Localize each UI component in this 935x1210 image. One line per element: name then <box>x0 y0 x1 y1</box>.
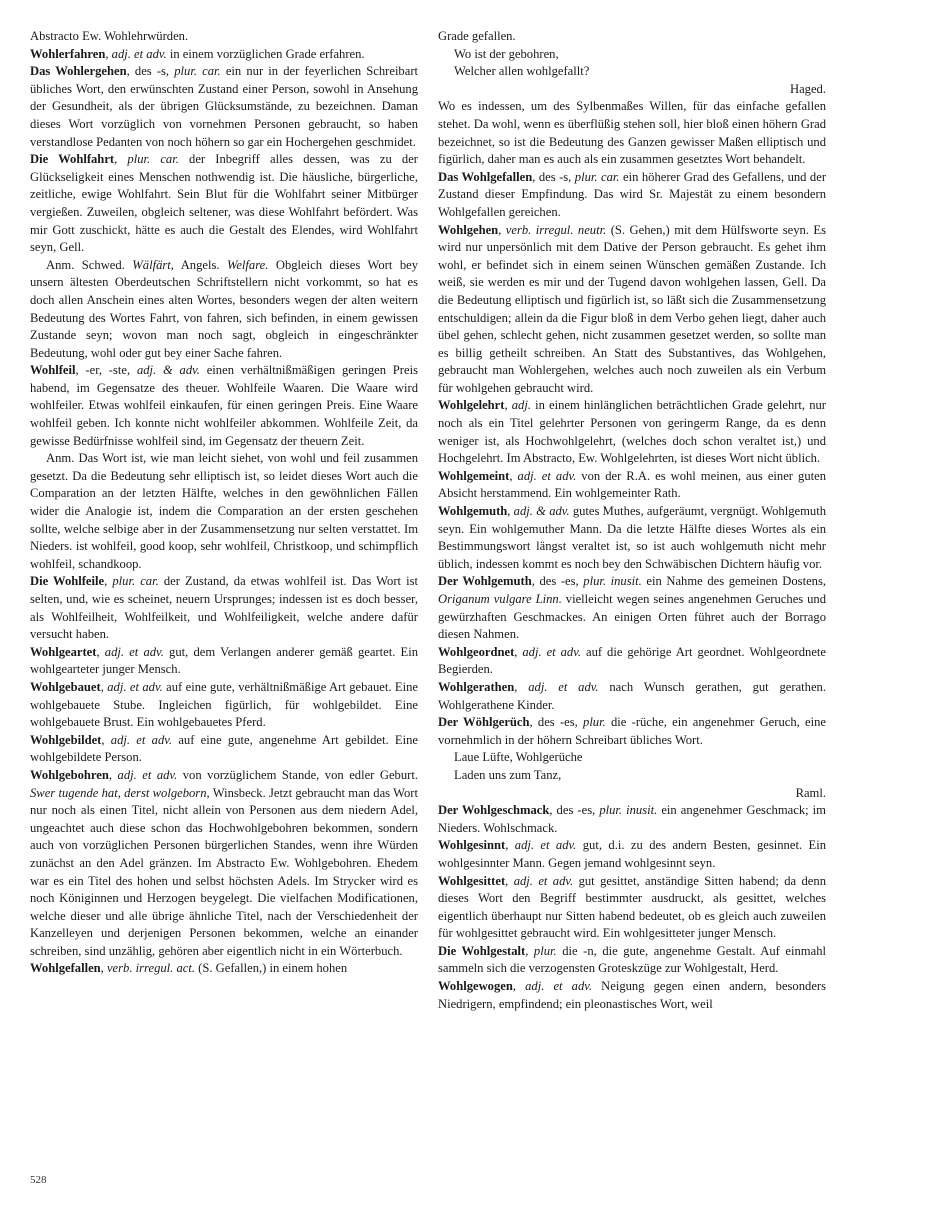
grammar-note: adj. et adv. <box>107 679 163 694</box>
headword: Wohlgesittet <box>438 873 506 888</box>
text-paragraph <box>438 28 826 46</box>
headword: Das Wohlergehen <box>30 64 127 79</box>
dictionary-entry <box>438 873 826 943</box>
verse-line <box>438 63 826 81</box>
body-text: Winsbeck. Jetzt gebraucht man das Wort nur noch als einen Titel, nicht allein von Personen aus dem niedern Adel, ungeachtet auch diese schon das Hochwohlgebohren bekommen, sondern auch von vorzüglichen Personen bürgerlichen Standes, wenn ihre Würden zunächst an den Adel gränzen. Im Abstracto Ew. Wohlgebohren. Ehedem war es ein Titel des hohen und selbst höchsten Adels. Im Strycker wird es noch Königinnen und Herzogen beygelegt. Die vielfachen Modificationen, welche dieser und alle übrige ähnliche Titel, nach der Verschiedenheit der Kanzelleyen und derjenigen Personen bekommen, welche an einander schreiben, sind unzählig, gehören aber eigentlich nicht in ein Wörterbuch. <box>30 785 418 958</box>
dictionary-entry <box>30 960 418 978</box>
grammar-note: plur. car. <box>574 169 620 184</box>
dictionary-entry <box>438 503 826 573</box>
headword: Wohlgebildet <box>30 732 102 747</box>
grammar-note: adj. et adv. <box>528 679 599 694</box>
body-text: , <box>100 961 107 976</box>
grammar-note: plur. <box>583 715 606 730</box>
body-text: Anm. Schwed. <box>46 257 133 272</box>
dictionary-entry <box>438 468 826 503</box>
verse-line <box>438 46 826 64</box>
body-text: gut gesittet, anständige Sitten habend; da denn dieses Wort den Begriff bestimmter ausdruckt, als gesittet, welches eigentlich überhaupt nur Sitten habend bedeutet, ob es gleich auch zuweilen für wohlgesittet gebraucht wird. Ein wohlgesitteter junger Mensch. <box>438 873 826 941</box>
body-text: Wo es indessen, um des Sylbenmaßes Willen, für das einfache gefallen stehet. Da wohl, wenn es überflüßig stehen soll, hier bloß einen höhern Grad bezeichnet, so ist die Bedeutung des Ganzen gewisser Maßen elliptisch und figürlich, daher man es auch als ein zusammen gesetztes Wort behandelt. <box>438 99 826 167</box>
body-text: Wo ist der gebohren, <box>454 46 559 61</box>
dictionary-entry <box>30 767 418 961</box>
body-text: , <box>105 46 112 61</box>
grammar-note: adj. et adv. <box>111 46 167 61</box>
headword: Wohlgebauet <box>30 679 101 694</box>
body-text: vielleicht wegen seines angenehmen Geruches und gewürzhaften Geschmackes. An einigen Orten führet auch der Borrago diesen Nahmen. <box>438 592 826 642</box>
grammar-note: verb. irregul. act. <box>106 961 195 976</box>
dictionary-entry <box>30 573 418 643</box>
body-text: ein nur in der feyerlichen Schreibart übliches Wort, den erwünschten Zustand einer Person, sowohl in Ansehung der Gesundheit, als der übrigen Glücksumstände, zu bezeichnen. Daman dieses Wort vorzüglich von vornehmen Personen gebraucht, so haben verstandlose Pedanten von noch höhern so gar ein Hochergehen geschmidet. <box>30 64 419 149</box>
annotation-paragraph <box>30 257 418 363</box>
grammar-note: Swer tugende hat, derst wolgeborn, <box>30 785 210 800</box>
dictionary-entry <box>30 679 418 732</box>
headword: Wohlgesinnt <box>438 838 506 853</box>
body-text: , des -es, <box>531 574 584 589</box>
headword: Wohlgeordnet <box>438 644 515 659</box>
body-text: Neigung gegen einen andern, besonders Niedrigern, empfindend; ein pleonastisches Wort, weil <box>438 979 827 1011</box>
body-text: , <box>104 574 113 589</box>
body-text: einen verhältnißmäßigen geringen Preis habend, im Gegensatze des theuer. Wohlfeile Waaren. Die Waare wird wohlfeiler. Etwas wohlfeil einkaufen, für einen geringen Preis. Eine Waare wohlfeil geben. Ich konnte nicht wohlfeiler abkommen. Wohlfeile Zeit, da gewisse Bedürfnisse wohlfeil sind, im Gegensatz der theuern Zeit. <box>30 363 418 448</box>
grammar-note: adj. et adv. <box>517 468 577 483</box>
grammar-note: plur. car. <box>127 152 179 167</box>
grammar-note: plur. car. <box>112 574 159 589</box>
body-text: der Zustand, da etwas wohlfeil ist. Das Wort ist selten, und, wie es scheinet, neuern Ursprunges; indessen ist es doch besser, als Wohlfeilheit, Wohlfeilkeit, und Wohlfeiligkeit, welche andere dafür versucht haben. <box>30 574 418 642</box>
body-text: gutes Muthes, aufgeräumt, vergnügt. Wohlgemuth seyn. Ein wohlgemuther Mann. Da die letzte Hälfte dieses Wortes als ein Bestimmungswort längst veraltet ist, so ist auch wohlgemuth nicht mehr üblich, indessen kommt es noch bey den Schwäbischen Dichtern häufig vor. <box>438 504 827 571</box>
body-text: , <box>525 943 534 958</box>
body-text: Grade gefallen. <box>438 29 516 43</box>
verse-line <box>438 767 826 785</box>
body-text: , -er, -ste, <box>75 363 137 378</box>
body-text: Abstracto Ew. Wohlehrwürden. <box>30 29 189 43</box>
grammar-note: Wälfärt, <box>132 257 174 272</box>
headword: Der Wohlgemuth <box>438 574 532 589</box>
body-text: ein angenehmer Geschmack; im Nieders. Wohlschmack. <box>438 803 826 835</box>
body-text: (S. Gefallen,) in einem hohen <box>195 961 348 976</box>
grammar-note: adj. et adv. <box>117 767 178 782</box>
body-text: Welcher allen wohlgefallt? <box>454 64 590 79</box>
grammar-note: plur. inusit. <box>583 574 642 589</box>
body-text: , <box>514 644 523 659</box>
headword: Der Wohlgeschmack <box>438 803 550 818</box>
headword: Wohlgehen <box>438 222 499 237</box>
body-text: , <box>504 398 512 413</box>
dictionary-entry <box>438 978 826 1013</box>
quote-author <box>438 785 826 803</box>
dictionary-entry <box>438 644 826 679</box>
body-text: , des -s, <box>532 169 575 184</box>
headword: Die Wohlgestalt <box>438 943 526 958</box>
right-column <box>438 28 826 1013</box>
headword: Wohlgebohren <box>30 767 109 782</box>
body-text: , <box>505 873 514 888</box>
grammar-note: adj. et adv. <box>514 838 577 853</box>
headword: Die Wohlfeile <box>30 574 105 589</box>
body-text: , <box>505 838 515 853</box>
headword: Wohlgelehrt <box>438 398 505 413</box>
text-paragraph <box>30 28 418 46</box>
body-text: die -n, die gute, angenehme Gestalt. Auf einmahl sammeln sich die verzogensten Groteskzüge zur Wohlgestalt, Herd. <box>438 943 826 976</box>
body-text: der Inbegriff alles dessen, was zu der Glückseligkeit eines Menschen nothwendig ist. Die häusliche, bürgerliche, zeitliche, ewige Wohlfahrt. Sein Blut für die Wohlfahrt seiner Mitbürger vergießen. Zuweilen, obgleich seltener, was diese Wohlfahrt befördert. Was mir Gott zuschickt, hätte es auch die Gestalt des Elendes, wird Wohlfahrt seyn, Gell. <box>30 152 418 255</box>
grammar-note: Welfare. <box>227 257 269 272</box>
body-text: , <box>507 504 514 519</box>
grammar-note: adj. et adv. <box>513 873 574 888</box>
grammar-note: plur. <box>533 943 557 958</box>
annotation-paragraph <box>30 450 418 573</box>
dictionary-entry <box>30 362 418 450</box>
grammar-note: adj. & adv. <box>136 363 200 378</box>
body-text: , <box>108 767 118 782</box>
body-text: gut, d.i. zu des andern Besten, gesinnet. Ein wohlgesinnter Mann. Gegen jemand wohlgesinnt seyn. <box>438 838 827 870</box>
left-column <box>30 28 418 978</box>
grammar-note: plur. inusit. <box>599 803 658 818</box>
body-text: von der R.A. es wohl meinen, aus einer guten Absicht herstammend. Ein wohlgemeinter Rath. <box>438 468 826 501</box>
headword: Das Wohlgefallen <box>438 169 533 184</box>
dictionary-entry <box>438 943 826 978</box>
body-text: Laden uns zum Tanz, <box>454 767 562 782</box>
dictionary-entry <box>438 714 826 749</box>
body-text: , <box>114 152 128 167</box>
body-text: , des -es, <box>549 803 600 818</box>
headword: Wohlfeil <box>30 363 76 378</box>
dictionary-entry <box>438 169 826 222</box>
body-text: (S. Gehen,) mit dem Hülfsworte seyn. Es wird nur unpersönlich mit dem Dative der Person gebraucht. Es gehet ihm wohl, er befindet sich in einem seinen Wünschen gemäßen Zustande. Ich weiß, sie werden es mir und der Tugend davon wohlgehen lassen, Gell. Da die Bedeutung elliptisch und figürlich ist, so läßt sich die Zusammensetzung entschuldigen; allein da die Figur bloß in dem Verbo gehen liegt, daher auch übel gehen, schlecht gehen, nicht zusammen gesetzet werden, so sollte man es billig getheilt schreiben. An Statt des Substantives, das Wohlgehen, gebraucht man Wohlergehen, welches auch noch zuweilen als ein Verbum für wohlgehen gebraucht wird. <box>438 222 826 395</box>
body-text: Haged. <box>789 81 826 96</box>
grammar-note: adj. et adv. <box>525 979 593 994</box>
headword: Wohlerfahren <box>30 46 106 61</box>
headword: Der Wöhlgerüch <box>438 715 530 730</box>
dictionary-entry <box>30 151 418 257</box>
dictionary-entry <box>438 802 826 837</box>
dictionary-entry <box>30 644 418 679</box>
body-text: Angels. <box>173 257 227 272</box>
grammar-note: plur. car. <box>174 64 221 79</box>
grammar-note: adj. <box>511 398 531 413</box>
body-text: , <box>101 732 111 747</box>
quote-author <box>438 81 826 99</box>
body-text: Raml. <box>795 785 826 800</box>
body-text: Anm. Das Wort ist, wie man leicht siehet, von wohl und feil zusammen gesetzt. Da die Bedeutung sehr elliptisch ist, so leidet dieses Wort auch die Comparation an der letzten Hälfte, welches in den gewöhnlichen Fällen wider die Analogie ist, indem die Comparation an der ersten geschehen sollte, welche selbige aber in der Zusammensetzung nur selten verstattet. Im Nieders. ist wohlfeil, good koop, sehr wohlfeil, Christkoop, und schimpflich wohlfeil, schandkoop. <box>30 451 418 571</box>
body-text: auf eine gute, angenehme Art gebildet. Eine wohlgebildete Person. <box>30 732 419 765</box>
headword: Wohlgefallen <box>30 961 101 976</box>
body-text: in einem hinlänglichen beträchtlichen Grade gelehrt, nur noch als ein Titel gelehrter Personen von geringerm Range, da es denn weniger ist, als Hochwohlgelehrt, (welches doch schon veraltet ist,) und Hochgelehrt. Im Abstracto, Ew. Wohlgelehrten, ist dieses Wort nicht üblich. <box>438 398 826 466</box>
body-text: nach Wunsch gerathen, gut gerathen. Wohlgerathene Kinder. <box>438 679 826 712</box>
dictionary-entry <box>438 397 826 467</box>
body-text: , des -es, <box>529 715 584 730</box>
grammar-note: adj. et adv. <box>522 644 582 659</box>
body-text: ein Nahme des gemeinen Dostens, <box>641 574 827 589</box>
dictionary-entry <box>30 63 418 151</box>
body-text: von vorzüglichem Stande, von edler Geburt. <box>177 767 418 782</box>
body-text: Laue Lüfte, Wohlgerüche <box>454 750 583 765</box>
grammar-note: adj. et adv. <box>104 644 164 659</box>
grammar-note: Origanum vulgare Linn. <box>438 592 562 606</box>
body-text: , <box>100 679 108 694</box>
body-text: , <box>96 644 105 659</box>
grammar-note: adj. & adv. <box>513 504 570 519</box>
headword: Wohlgemuth <box>438 504 508 519</box>
body-text: in einem vorzüglichen Grade erfahren. <box>166 46 365 61</box>
body-text: Obgleich dieses Wort bey unsern ältesten Oberdeutschen Schriftstellern nicht vorkommt, so hat es doch allen Anschein eines alten Wortes, besonders wegen der alten weitern Bedeutung des Wortes Fahrt, von fahren, sich befinden, in einem gewissen Zustande seyn; wovon man noch sagt, obgleich in eingeschränkter Bedeutung, wohl oder gut bey einer Sache fahren. <box>30 257 419 360</box>
body-text: gut, dem Verlangen anderer gemäß geartet. Ein wohlgearteter junger Mensch. <box>30 644 419 677</box>
headword: Wohlgeartet <box>30 644 97 659</box>
headword: Wohlgerathen <box>438 679 515 694</box>
body-text: ein höherer Grad des Gefallens, und der Zustand dieser Empfindung. Das wird Sr. Majestät zu einem besondern Wohlgefallen gereichen. <box>438 169 827 219</box>
verse-line <box>438 749 826 767</box>
body-text: , <box>512 979 526 994</box>
dictionary-entry <box>30 732 418 767</box>
dictionary-entry <box>438 679 826 714</box>
body-text: auf eine gute, verhältnißmäßige Art gebauet. Eine wohlgebauete Stube. Ingleichen figürlich, für wohlgebildet. Eine wohlgebauete Brust. Ein wohlgebauetes Pferd. <box>30 679 418 730</box>
body-text: , <box>514 679 529 694</box>
body-text: auf die gehörige Art geordnet. Wohlgeordnete Begierden. <box>438 644 827 677</box>
grammar-note: adj. et adv. <box>110 732 173 747</box>
dictionary-entry <box>438 573 826 643</box>
body-text: , des -s, <box>126 64 175 79</box>
headword: Wohlgewogen <box>438 979 513 994</box>
body-text: die -rüche, ein angenehmer Geruch, eine vornehmlich in der höhern Schreibart übliches Wort. <box>438 715 826 747</box>
grammar-note: verb. irregul. neutr. <box>505 222 607 237</box>
body-text: , <box>498 222 506 237</box>
body-text: , <box>509 468 518 483</box>
headword: Wohlgemeint <box>438 468 510 483</box>
page-number: 528 <box>30 1174 47 1186</box>
dictionary-entry <box>438 837 826 872</box>
headword: Die Wohlfahrt <box>30 152 115 167</box>
dictionary-entry <box>30 46 418 64</box>
text-paragraph <box>438 98 826 168</box>
dictionary-entry <box>438 222 826 398</box>
